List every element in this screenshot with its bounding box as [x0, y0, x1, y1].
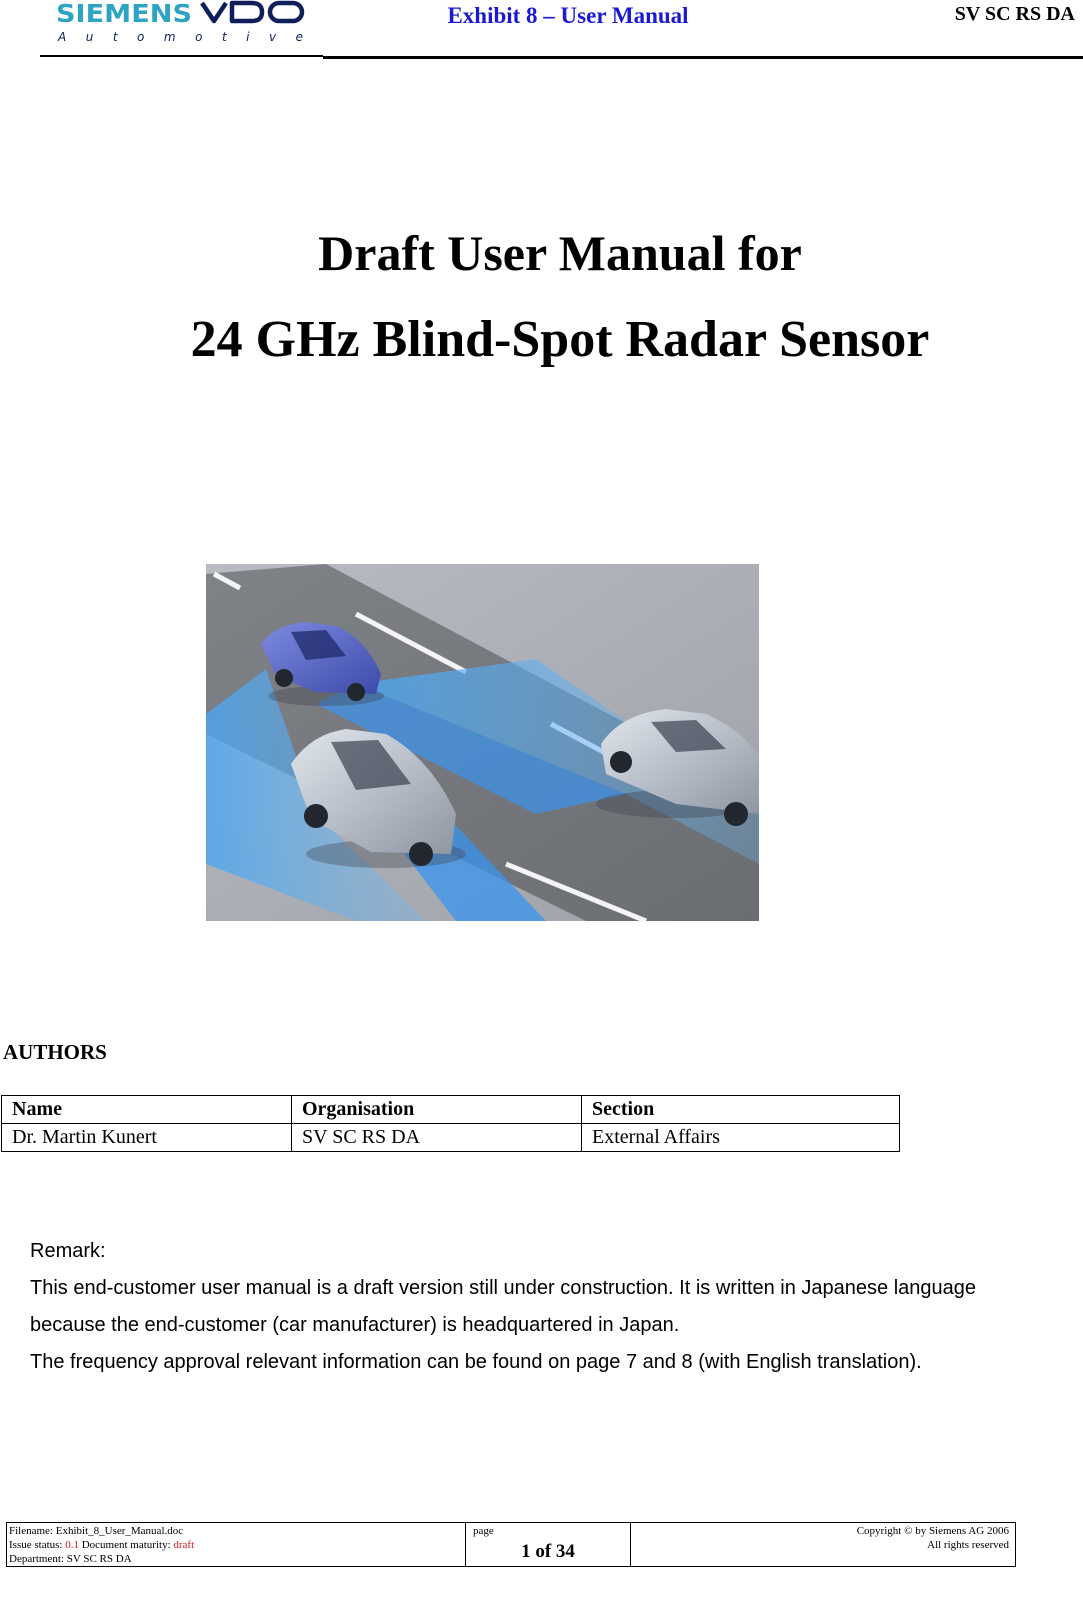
footer-page-label: page [473, 1525, 494, 1537]
remark-label: Remark: [30, 1240, 106, 1262]
footer-page-info [466, 1523, 631, 1566]
issue-status-label: Issue status: [9, 1539, 66, 1551]
siemens-vdo-logo [48, 0, 316, 44]
header-department: SV SC RS DA [954, 3, 1075, 25]
document-header-title: Exhibit 8 – User Manual [447, 3, 689, 28]
footer-copyright-info [631, 1523, 1015, 1566]
column-header-section: Section [582, 1096, 900, 1124]
blind-spot-radar-illustration [206, 564, 759, 921]
document-title-line-2: 24 GHz Blind-Spot Radar Sensor [190, 311, 930, 368]
authors-table [1, 1095, 900, 1152]
logo-divider [40, 55, 323, 57]
table-header-row [2, 1096, 900, 1124]
column-header-name: Name [2, 1096, 292, 1124]
footer-copyright: Copyright © by Siemens AG 2006 [856, 1525, 1009, 1537]
author-name-cell: Dr. Martin Kunert [2, 1124, 292, 1152]
remark-line-2: because the end-customer (car manufacturer) is headquartered in Japan. [30, 1314, 680, 1336]
remark-line-1: This end-customer user manual is a draft version still under construction. It is written in Japanese language [30, 1277, 977, 1299]
document-maturity-label: Document maturity: [78, 1539, 174, 1551]
footer-filename: Filename: Exhibit_8_User_Manual.doc [9, 1525, 184, 1537]
document-maturity-value: draft [173, 1539, 195, 1551]
footer-issue-status [9, 1538, 465, 1552]
column-header-organisation: Organisation [292, 1096, 582, 1124]
page-footer [6, 1522, 1016, 1567]
footer-rights: All rights reserved [927, 1539, 1009, 1551]
issue-status-value: 0.1 [65, 1539, 79, 1551]
document-title-line-1: Draft User Manual for [318, 225, 802, 281]
footer-document-info [7, 1523, 466, 1566]
remark-block [30, 1233, 1075, 1381]
footer-page-number: 1 of 34 [521, 1541, 575, 1562]
header-divider [323, 56, 1083, 59]
author-section-cell: External Affairs [582, 1124, 900, 1152]
footer-department: Department: SV SC RS DA [9, 1553, 132, 1565]
author-organisation-cell: SV SC RS DA [292, 1124, 582, 1152]
svg-text:A u t o m o t i v e: A u t o m o t i v e [58, 30, 303, 44]
svg-text:SIEMENS: SIEMENS [56, 0, 192, 28]
authors-heading: AUTHORS [3, 1040, 107, 1064]
remark-line-3: The frequency approval relevant information can be found on page 7 and 8 (with English translation). [30, 1351, 922, 1373]
table-row [2, 1124, 900, 1152]
